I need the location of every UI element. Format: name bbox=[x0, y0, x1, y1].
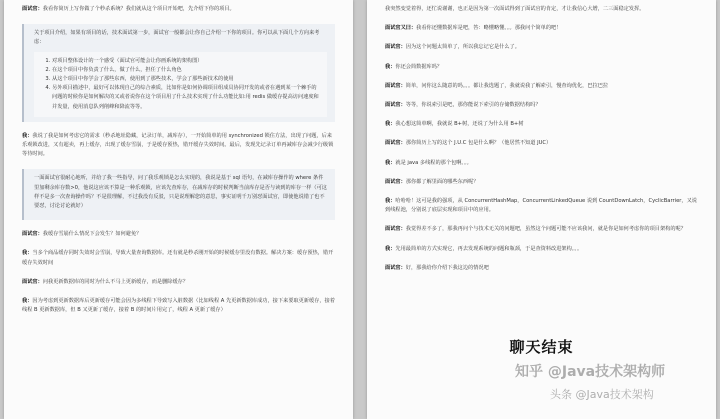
speaker-label: 面试官： bbox=[22, 231, 43, 238]
speaker-label: 面试官： bbox=[385, 44, 406, 51]
chat-end-heading: 聊天结束 bbox=[509, 338, 574, 356]
speaker-label: 我： bbox=[22, 132, 33, 139]
speaker-label: 面试官： bbox=[385, 82, 406, 89]
zhihu-watermark: 知乎 @Java技术架构师 bbox=[515, 364, 666, 380]
list-item: 2. 在这个项目中你负责了什么，做了什么，担任了什么角色 bbox=[52, 66, 321, 75]
question-paragraph: 面试官：问我更新数据库的同时为什么不马上更新缓存，而是删除缓存？ bbox=[22, 278, 189, 285]
speaker-label: 我： bbox=[385, 198, 396, 205]
project-intro-tip-quote bbox=[22, 24, 335, 122]
list-item: 1. 对项目整体设计的一个感受（面试官可能会让你画系统的架构图） bbox=[52, 57, 321, 66]
answer-paragraph: 我：我说了我是如何考虑它的需求（秒杀地址隐藏，记录订单，减库存），一开始简单的用 synchronized 锁住方法，出现了问题，后来乐观锁改进，又有超卖，再上缓存，出现了缓存雪崩，于是缓存预热，错开缓存失效时间。最后，发现先记录订单再减库存会减少行级锁等待时间。 bbox=[22, 132, 334, 158]
narrative-paragraph: 我突然变觉着得，还忙说谢谢，也正是因为第一次面试得到了面试官的肯定，才让我信心大增，二三面稳定发挥。 bbox=[385, 6, 645, 12]
question-paragraph: 面试官：那你都了解里面的哪些东西呢？ bbox=[385, 178, 479, 185]
quote-paragraph: 关于项目介绍，如果有项目的话，技术面试第一步，面试官一般都会让你自己介绍一下你的项目。你可以从下面几个方向来考虑： bbox=[34, 30, 320, 46]
speaker-label: 我： bbox=[385, 159, 396, 166]
speaker-label: 面试官： bbox=[22, 6, 43, 12]
answer-paragraph: 我：当多个商品缓存同时失效时会雪崩，导致大量查询数据库。还有就是秒杀刚开始的时候缓存里没有数据。解决方案：缓存预热，错开缓存失效时间 bbox=[22, 250, 334, 266]
speaker-label: 面试官： bbox=[22, 278, 43, 285]
question-paragraph: 面试官：简单，问你这么随意的吗。。。都让我选题了，我就说我了解索引，慢查询优化，巴拉巴拉 bbox=[385, 82, 609, 89]
quote-paragraph: 一面面试官很耐心地听，并给了我一些指导，问了我乐观锁是怎么实现的，我说是基于 sql 语句，在减库存操作的 where 条件里加剩余库存数>0，他说这应该不算是一种乐观锁，应该先查库存，在减库存的时候判断当前库存是否与读到的库存一样（可这样不是多一次查询操作吗？不是很理解，不过我没有反驳，只是说理解您的意思，事实证明千万别怼面试官，即使他说错了也不要怼，讨论讨论就好） bbox=[34, 175, 327, 210]
question-paragraph: 面试官：我缓存雪崩什么情况下会发生？如何避免？ bbox=[22, 231, 142, 238]
speaker-label: 面试官： bbox=[385, 178, 406, 185]
right-document-page bbox=[367, 0, 716, 419]
speaker-label: 我： bbox=[22, 298, 33, 305]
optimistic-lock-note-quote bbox=[22, 169, 335, 220]
answer-paragraph: 我：我心想这简单啊，我就说 B+树，还说了为什么用 B+树 bbox=[385, 121, 524, 128]
speaker-label: 面试官： bbox=[385, 102, 406, 109]
question-paragraph: 面试官：等等，你说索引是吧，那你能说下索引的存储数据结构吗？ bbox=[385, 102, 541, 109]
answer-paragraph: 我：就是 java 多线程的那个包啊。。。 bbox=[385, 159, 472, 166]
left-document-page bbox=[4, 0, 353, 419]
speaker-label: 面试官： bbox=[385, 264, 406, 271]
speaker-label: 面试官： bbox=[385, 140, 406, 147]
question-paragraph: 面试官：因为这个问题太简单了，所以我忘记它是什么了。 bbox=[385, 44, 520, 51]
speaker-label: 面试官又曰： bbox=[385, 25, 417, 32]
question-paragraph: 面试官：好，那我给你介绍下我这边的情况吧 bbox=[385, 264, 489, 271]
speaker-label: 我： bbox=[385, 121, 396, 128]
answer-paragraph: 我：因为考虑到更新数据库后更新缓存可能会因为多线程下导致写入脏数据（比如线程 A 先更新数据库成功，接下来要取更新缓存，接着线程 B 更新数据库，但 B 又更新了缓存，接着 B 的时间片用完了，线程 A 更新了缓存） bbox=[22, 298, 335, 314]
speaker-label: 我： bbox=[385, 63, 396, 70]
question-paragraph: 面试官：那你简历上写的这个 J.U.C 包是什么啊？（他居然不知道 JUC） bbox=[385, 140, 552, 147]
speaker-label: 我： bbox=[385, 245, 396, 252]
question-paragraph: 面试官又曰：我看你还懂数据库是吧，答：略懂略懂。。。那我问个简单的吧！ bbox=[385, 25, 562, 32]
answer-paragraph: 我：哈哈哈！这可是我的强项，从 ConcurrentHashMap，ConcurrentLinkedQueue 说到 CountDownLatch，CyclicBarrier，又说到线程池，分别说了底层实现和项目中的应用。 bbox=[385, 198, 697, 214]
list-item: 3. 从这个项目中你学会了那些东西，使用到了那些技术，学会了那些新技术的使用 bbox=[52, 75, 321, 84]
speaker-label: 我： bbox=[22, 250, 33, 257]
project-tip-list bbox=[34, 52, 327, 117]
interviewer-intro-question: 面试官：我看你简历上写你做了个秒杀系统？我们就从这个项目开始吧，先介绍下你的项目。 bbox=[22, 6, 235, 12]
answer-paragraph: 我：先用最简单的方式实现它，再去发现系统的问题和瓶颈，于是查资料改进架构。。。 bbox=[385, 245, 583, 252]
speaker-label: 面试官： bbox=[385, 226, 406, 233]
list-item: 4. 另外项目描述中，最好可以体现自己的综合素质，比如你是如何协调项目组成员协同开发的或者在遇到某一个棘手的问题的时候你是如何解决的又或者说你在这个项目用了什么技术实现了什么功能比如:用 redis 做缓存提高访问速度和并发量，使用消息队列削峰和降流等等。 bbox=[52, 84, 321, 112]
answer-paragraph: 我：你还会简数据库吗？ bbox=[385, 63, 443, 70]
toutiao-watermark: 头条 @Java技术架构 bbox=[550, 388, 654, 401]
question-paragraph: 面试官：我觉得差不多了，那我再问个与技术无关的问题吧，虽然这个问题可能不应该我问，就是你是如何考虑你的项目架构的呢？ bbox=[385, 226, 686, 233]
